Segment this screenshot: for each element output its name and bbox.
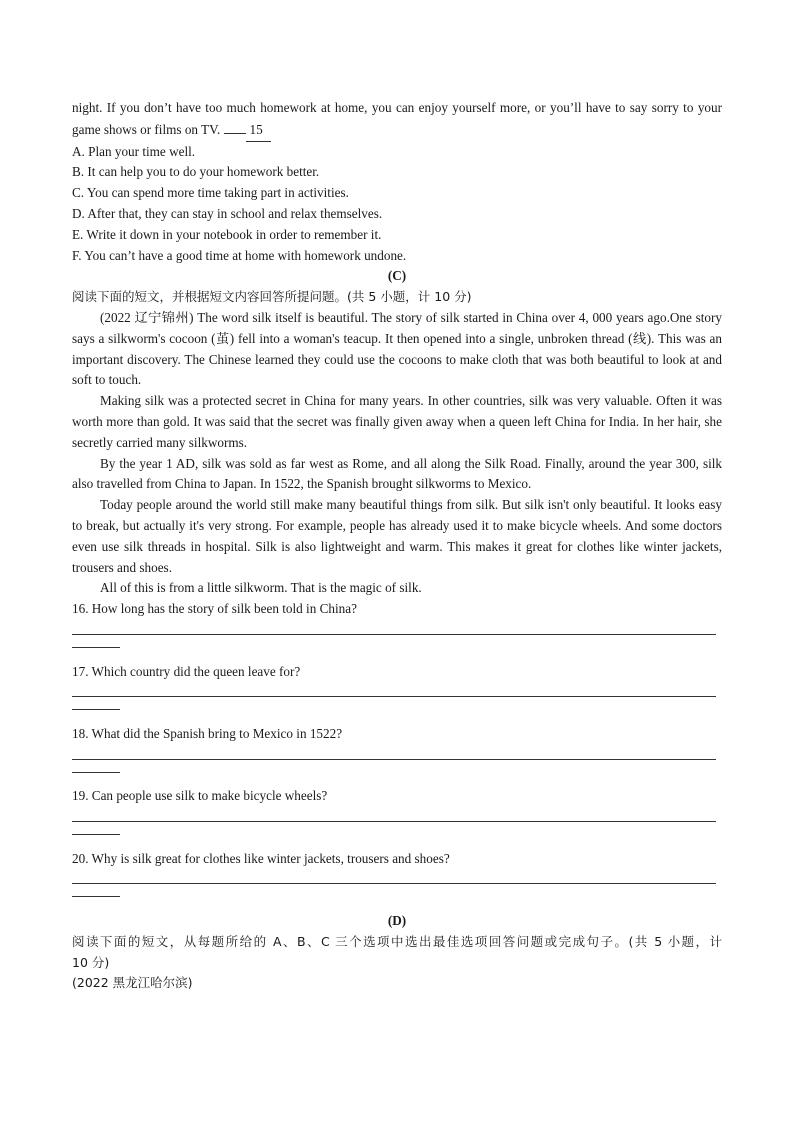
question-17 bbox=[72, 662, 722, 724]
section-c-paragraph-2: Making silk was a protected secret in China for many years. In other countries, silk was very valuable. Often it was worth more than gold. It was said that the secret was finally given away when a queen left China for India. In her hair, she secretly carried many silkworms. bbox=[72, 393, 722, 450]
question-text: 16. How long has the story of silk been told in China? bbox=[72, 601, 357, 617]
section-d-heading: (D) bbox=[387, 913, 407, 929]
option-e: E. Write it down in your notebook in order to remember it. bbox=[72, 226, 382, 242]
answer-line-tail[interactable] bbox=[72, 641, 722, 662]
question-text: 19. Can people use silk to make bicycle wheels? bbox=[72, 788, 328, 804]
answer-line[interactable] bbox=[72, 869, 722, 890]
section-d-instruction-line-1: 阅读下面的短文，从每题所给的 A、B、C 三个选项中选出最佳选项回答问题或完成句子。(共 5 小题，计 bbox=[72, 933, 722, 949]
answer-line-tail[interactable] bbox=[72, 890, 722, 911]
option-d: D. After that, they can stay in school and relax themselves. bbox=[72, 205, 383, 221]
passage-b-line-with-blank bbox=[72, 119, 722, 142]
answer-line-tail[interactable] bbox=[72, 828, 722, 849]
question-text: 17. Which country did the queen leave for? bbox=[72, 663, 301, 679]
passage-b-line: night. If you don’t have too much homework at home, you can enjoy yourself more, or you’ll have to say sorry to your bbox=[72, 100, 722, 115]
exam-page bbox=[72, 98, 722, 994]
answer-line[interactable] bbox=[72, 682, 722, 703]
answer-line-tail[interactable] bbox=[72, 703, 722, 724]
option-b: B. It can help you to do your homework better. bbox=[72, 164, 320, 180]
section-c-paragraph-1: (2022 辽宁锦州) The word silk itself is beautiful. The story of silk started in China over 4, 000 years ago.One story says a silkworm's cocoon (茧) fell into a woman's teacup. It then opened into a single, unbroken thread (线). This was an important discovery. The Chinese learned they could use the cocoons to make cloth that was both beautiful to look at and soft to touch. bbox=[72, 309, 722, 388]
section-c-paragraph-3: By the year 1 AD, silk was sold as far west as Rome, and all along the Silk Road. Finally, around the year 300, silk also travelled from China to Japan. In 1522, the Spanish brought silkworms to Mexico. bbox=[72, 455, 722, 492]
section-c-paragraph-5: All of this is from a little silkworm. That is the magic of silk. bbox=[100, 580, 422, 596]
question-20 bbox=[72, 849, 722, 911]
blank-number-15[interactable]: 15 bbox=[246, 120, 271, 142]
answer-line[interactable] bbox=[72, 620, 722, 641]
option-c: C. You can spend more time taking part in activities. bbox=[72, 185, 349, 201]
passage-b-text: game shows or films on TV. bbox=[72, 121, 224, 137]
answer-line[interactable] bbox=[72, 807, 722, 828]
section-d-source: (2022 黑龙江哈尔滨) bbox=[72, 975, 193, 991]
section-c-paragraph-4: Today people around the world still make many beautiful things from silk. But silk isn't only beautiful. It looks easy to break, but actually it's very strong. For example, people has already used it to make bicycle wheels. And some doctors even use silk threads in hospital. Silk is also lightweight and warm. This makes it great for clothes like winter jackets, trousers and shoes. bbox=[72, 497, 722, 575]
options-list bbox=[72, 142, 722, 267]
section-d-instruction-line-2: 10 分) bbox=[72, 954, 110, 970]
section-c-instruction: 阅读下面的短文，并根据短文内容回答所提问题。(共 5 小题，计 10 分) bbox=[72, 289, 472, 305]
question-16 bbox=[72, 599, 722, 661]
question-text: 18. What did the Spanish bring to Mexico in 1522? bbox=[72, 725, 343, 741]
section-c-heading: (C) bbox=[387, 268, 407, 284]
question-18 bbox=[72, 724, 722, 786]
question-19 bbox=[72, 786, 722, 848]
option-f: F. You can’t have a good time at home with homework undone. bbox=[72, 247, 407, 263]
answer-blank-left[interactable] bbox=[224, 119, 246, 134]
question-text: 20. Why is silk great for clothes like winter jackets, trousers and shoes? bbox=[72, 850, 450, 866]
answer-line[interactable] bbox=[72, 745, 722, 766]
answer-line-tail[interactable] bbox=[72, 766, 722, 787]
option-a: A. Plan your time well. bbox=[72, 143, 196, 159]
